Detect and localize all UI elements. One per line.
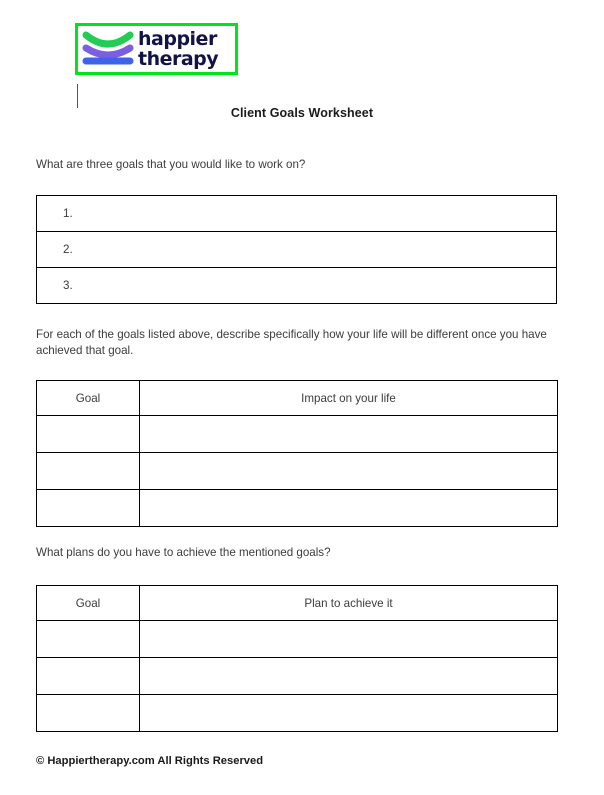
plan-goal-cell-2[interactable] [37,658,140,695]
table-row[interactable] [37,268,557,304]
goal-entry-3[interactable]: 3. [37,268,557,304]
table-row[interactable] [37,695,558,732]
goal-entry-2[interactable]: 2. [37,232,557,268]
impact-goal-cell-1[interactable] [37,416,140,453]
plan-goal-cell-3[interactable] [37,695,140,732]
copyright-footer: © Happiertherapy.com All Rights Reserved [36,755,264,767]
table-row[interactable] [37,416,558,453]
plan-table [36,585,558,732]
impact-detail-cell-2[interactable] [140,453,558,490]
impact-table [36,380,558,527]
table-row[interactable] [37,232,557,268]
goals-prompt: What are three goals that you would like to work on? [36,158,306,171]
impact-prompt: For each of the goals listed above, describe specifically how your life will be different once you have achieved that goal. [36,328,547,357]
impact-detail-cell-1[interactable] [140,416,558,453]
plan-detail-cell-2[interactable] [140,658,558,695]
goals-table [36,195,557,304]
table-row[interactable] [37,196,557,232]
plan-header-detail: Plan to achieve it [140,586,558,621]
logo-word-therapy: therapy [138,48,219,70]
impact-goal-cell-2[interactable] [37,453,140,490]
impact-header-detail: Impact on your life [140,381,558,416]
goal-entry-1[interactable]: 1. [37,196,557,232]
plan-detail-cell-3[interactable] [140,695,558,732]
table-row[interactable] [37,490,558,527]
table-row[interactable] [37,453,558,490]
happier-therapy-bars-icon [82,27,134,71]
plan-prompt: What plans do you have to achieve the mentioned goals? [36,546,331,559]
plan-header-goal: Goal [37,586,140,621]
impact-goal-cell-3[interactable] [37,490,140,527]
text-cursor-caret [77,84,78,108]
impact-header-goal: Goal [37,381,140,416]
table-header-row [37,381,558,416]
logo-wordmark [134,29,235,69]
logo-word-happier: happier [138,28,217,50]
impact-detail-cell-3[interactable] [140,490,558,527]
page-title: Client Goals Worksheet [230,106,374,120]
logo-box [75,23,238,75]
table-row[interactable] [37,658,558,695]
brand-logo [75,23,238,75]
table-header-row [37,586,558,621]
plan-detail-cell-1[interactable] [140,621,558,658]
table-row[interactable] [37,621,558,658]
plan-goal-cell-1[interactable] [37,621,140,658]
